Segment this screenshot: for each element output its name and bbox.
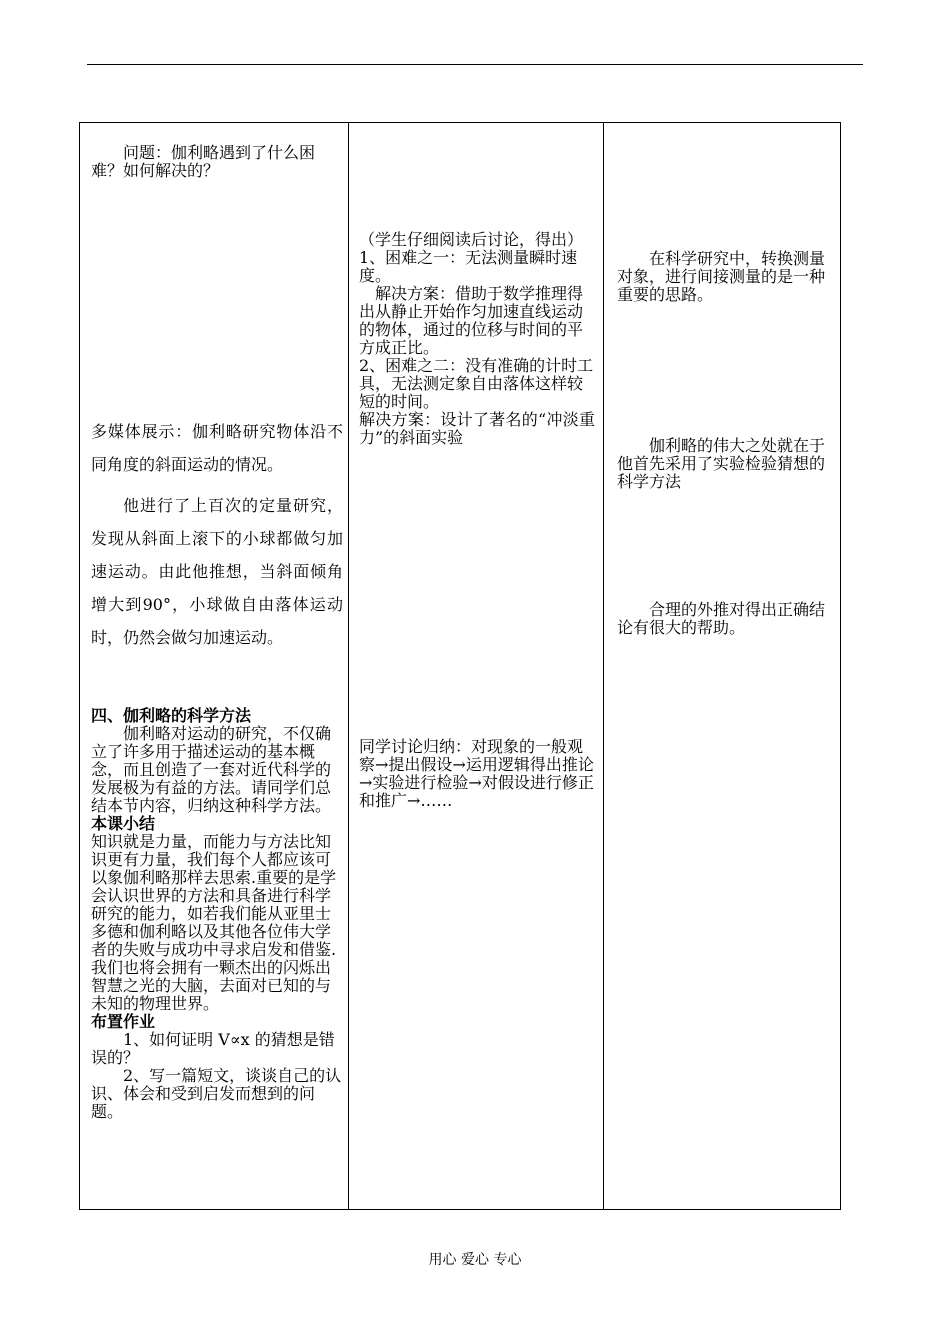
discussion-intro: （学生仔细阅读后讨论，得出） [359,230,584,249]
homework-title: 布置作业 [91,1012,156,1031]
solution-2: 解决方案：设计了著名的“冲淡重力”的斜面实验 [359,410,595,447]
column-divider-2 [603,123,604,1209]
section4-block [91,707,343,1121]
header-rule [87,64,863,65]
summary-text: 知识就是力量，而能力与方法比知识更有力量，我们每个人都应该可以象伽利略那样去思索.重要的是学会认识世界的方法和具备进行科学研究的能力，如若我们能从亚里士多德和伽利略以及其他各位伟大学者的失败与成功中寻求启发和借鉴.我们也将会拥有一颗杰出的闪烁出智慧之光的大脑，去面对已知的与未知的物理世界。 [91,832,337,1013]
page-footer: 用心 爱心 专心 [428,1252,522,1268]
section4-title: 四、伽利略的科学方法 [91,706,252,725]
experiments-text: 他进行了上百次的定量研究，发现从斜面上滚下的小球都做匀加速运动。由此他推想，当斜面倾角增大到90°，小球做自由落体运动时，仍然会做匀加速运动。 [91,496,343,647]
lesson-table [79,122,841,1210]
note-2: 伽利略的伟大之处就在于他首先采用了实验检验猜想的科学方法 [617,436,826,491]
note-3: 合理的外推对得出正确结论有很大的帮助。 [617,600,826,637]
homework-item-1: 1、如何证明 V∝x 的猜想是错误的？ [91,1030,335,1067]
summary-title: 本课小结 [91,814,156,833]
question-text: 问题：伽利略遇到了什么困难？如何解决的？ [91,143,316,180]
multimedia-text: 多媒体展示：伽利略研究物体沿不同角度的斜面运动的情况。 [91,422,343,474]
student-discussion-block [359,231,595,447]
homework-item-2: 2、写一篇短文，谈谈自己的认识、体会和受到启发而想到的问题。 [91,1066,342,1121]
solution-1: 解决方案：借助于数学推理得出从静止开始作匀加速直线运动的物体，通过的位移与时间的平方成正比。 [359,284,584,357]
column-divider-1 [348,123,349,1209]
note-1: 在科学研究中，转换测量对象，进行间接测量的是一种重要的思路。 [617,249,826,304]
difficulty-2: 2、困难之二：没有准确的计时工具，无法测定象自由落体这样较短的时间。 [359,356,594,411]
method-summary: 同学讨论归纳：对现象的一般观察→提出假设→运用逻辑得出推论→实验进行检验→对假设进行修正和推广→…… [359,737,594,810]
section4-text: 伽利略对运动的研究，不仅确立了许多用于描述运动的基本概念，而且创造了一套对近代科学的发展极为有益的方法。请同学们总结本节内容，归纳这种科学方法。 [91,724,332,815]
multimedia-block [91,415,343,654]
difficulty-1: 1、困难之一：无法测量瞬时速度。 [359,248,578,285]
